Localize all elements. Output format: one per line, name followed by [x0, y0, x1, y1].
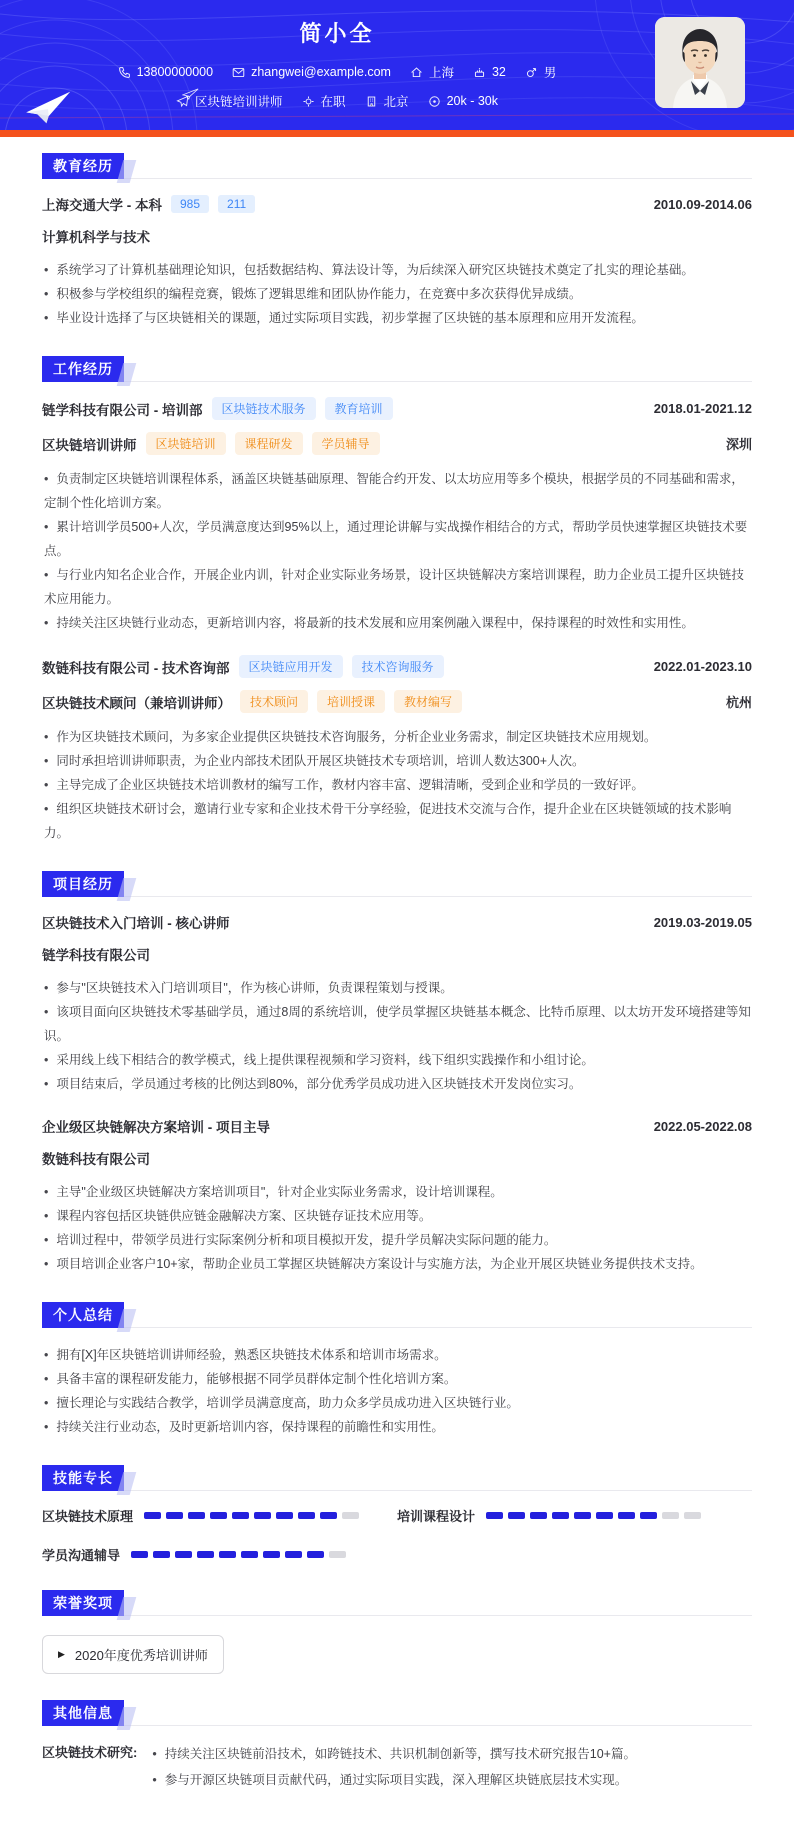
bullet: • 系统学习了计算机基础理论知识，包括数据结构、算法设计等，为后续深入研究区块链技术奠定了扎实的理论基础。	[44, 258, 752, 282]
role-name: 区块链培训讲师	[42, 437, 137, 453]
company-tag: 区块链应用开发	[239, 655, 343, 678]
summary-bullets	[42, 1343, 752, 1439]
section-summary	[42, 1302, 752, 1439]
bullet: • 持续关注区块链行业动态，更新培训内容，将最新的技术发展和应用案例融入课程中，保持课程的时效性和实用性。	[44, 611, 752, 635]
bullet: • 同时承担培训讲师职责，为企业内部技术团队开展区块链技术专项培训，培训人数达300+人次。	[44, 749, 752, 773]
resume-body	[0, 137, 794, 1829]
contact-age	[473, 65, 506, 79]
city-icon	[365, 95, 378, 108]
bullet: • 项目结束后，学员通过考核的比例达到80%，部分优秀学员成功进入区块链技术开发岗位实习。	[44, 1072, 752, 1096]
contact-salary	[428, 94, 498, 108]
bullet: • 参与"区块链技术入门培训项目"，作为核心讲师，负责课程策划与授课。	[44, 976, 752, 1000]
education-school-row	[42, 194, 752, 214]
section-skills	[42, 1465, 752, 1564]
skill-segment-filled	[508, 1512, 525, 1519]
skill-segment-filled	[153, 1551, 170, 1558]
skill-level-bar	[486, 1512, 701, 1519]
contact-email	[232, 65, 391, 79]
skill-segment-filled	[197, 1551, 214, 1558]
bullet: • 积极参与学校组织的编程竞赛，锻炼了逻辑思维和团队协作能力，在竞赛中多次获得优异成绩。	[44, 282, 752, 306]
company-tag: 教育培训	[325, 397, 393, 420]
age-icon	[473, 66, 486, 79]
work-location: 杭州	[725, 695, 752, 710]
skill-segment-empty	[662, 1512, 679, 1519]
section-title-badge: 荣誉奖项	[42, 1590, 124, 1616]
section-title-badge: 个人总结	[42, 1302, 124, 1328]
contact-row-1	[118, 63, 557, 81]
skill-segment-filled	[618, 1512, 635, 1519]
bullet: • 参与开源区块链项目贡献代码，通过实际项目实践，深入理解区块链底层技术实现。	[152, 1767, 636, 1793]
contact-gender-text: 男	[543, 66, 557, 80]
skill-segment-filled	[486, 1512, 503, 1519]
bullet: • 主导完成了企业区块链技术培训教材的编写工作，教材内容丰富、逻辑清晰，受到企业和学员的一致好评。	[44, 773, 752, 797]
other-info-row	[42, 1741, 752, 1793]
email-icon	[232, 66, 245, 79]
company-tag: 技术咨询服务	[352, 655, 444, 678]
section-header	[42, 871, 752, 897]
bullet: • 与行业内知名企业合作，开展企业内训，针对企业实际业务场景，设计区块链解决方案培训课程，助力企业员工提升区块链技术应用能力。	[44, 563, 752, 611]
project-company: 链学科技有限公司	[42, 948, 150, 963]
bullet: • 采用线上线下相结合的教学模式，线上提供课程视频和学习资料，线下组织实践操作和小组讨论。	[44, 1048, 752, 1072]
section-honors	[42, 1590, 752, 1674]
skill-level-bar	[131, 1551, 346, 1558]
phone-icon	[118, 66, 131, 79]
bullet: • 主导"企业级区块链解决方案培训项目"，针对企业实际业务需求，设计培训课程。	[44, 1180, 752, 1204]
other-info-label: 区块链技术研究:	[42, 1745, 138, 1760]
skills-grid	[42, 1506, 752, 1564]
skill-segment-filled	[320, 1512, 337, 1519]
project-company-row	[42, 1148, 752, 1168]
section-title-badge: 教育经历	[42, 153, 124, 179]
bullet: • 培训过程中，带领学员进行实际案例分析和项目模拟开发，提升学员解决实际问题的能力。	[44, 1228, 752, 1252]
skill-segment-filled	[285, 1551, 302, 1558]
skill-segment-filled	[166, 1512, 183, 1519]
header-accent-bar	[0, 130, 794, 137]
work-date: 2022.01-2023.10	[653, 659, 752, 674]
project-entry-1	[42, 912, 752, 1096]
skill-level-bar	[144, 1512, 359, 1519]
skill-name: 区块链技术原理	[42, 1509, 134, 1524]
skill-name: 培训课程设计	[397, 1509, 476, 1524]
work-location: 深圳	[725, 437, 752, 452]
skill-segment-filled	[307, 1551, 324, 1558]
skill-segment-filled	[232, 1512, 249, 1519]
contact-email-text: zhangwei@example.com	[251, 65, 391, 79]
role-row	[42, 432, 752, 455]
section-title-badge: 项目经历	[42, 871, 124, 897]
contact-city-text: 北京	[383, 95, 409, 109]
skill-segment-filled	[552, 1512, 569, 1519]
contact-city	[365, 92, 409, 110]
education-major-row	[42, 226, 752, 246]
bullet: • 毕业设计选择了与区块链相关的课题，通过实际项目实践，初步掌握了区块链的基本原理和应用开发流程。	[44, 306, 752, 330]
section-title-badge: 工作经历	[42, 356, 124, 382]
contact-position	[176, 92, 283, 110]
award-chip[interactable]	[42, 1635, 224, 1674]
skill-segment-filled	[131, 1551, 148, 1558]
contact-location-text: 上海	[428, 66, 454, 80]
skill-segment-filled	[210, 1512, 227, 1519]
skill-segment-empty	[684, 1512, 701, 1519]
contact-salary-text: 20k - 30k	[446, 94, 498, 108]
bullet: • 组织区块链技术研讨会，邀请行业专家和企业技术骨干分享经验，促进技术交流与合作，提升企业在区块链领域的技术影响力。	[44, 797, 752, 845]
section-header	[42, 1590, 752, 1616]
work-bullets	[42, 725, 752, 845]
project-company: 数链科技有限公司	[42, 1152, 150, 1167]
project-name: 企业级区块链解决方案培训 - 项目主导	[42, 1120, 270, 1135]
skill-segment-filled	[188, 1512, 205, 1519]
bullet: • 项目培训企业客户10+家，帮助企业员工掌握区块链解决方案设计与实施方法，为企业开展区块链业务提供技术支持。	[44, 1252, 752, 1276]
section-work	[42, 356, 752, 845]
company-tag: 区块链技术服务	[212, 397, 316, 420]
bullet: • 累计培训学员500+人次，学员满意度达到95%以上，通过理论讲解与实战操作相结合的方式，帮助学员快速掌握区块链技术要点。	[44, 515, 752, 563]
role-tag: 学员辅导	[312, 432, 380, 455]
role-tag: 区块链培训	[146, 432, 226, 455]
contact-row-2	[176, 92, 498, 110]
work-date: 2018.01-2021.12	[653, 401, 752, 416]
project-title-row	[42, 912, 752, 932]
section-other	[42, 1700, 752, 1793]
skill-segment-filled	[263, 1551, 280, 1558]
section-header	[42, 153, 752, 179]
gender-icon	[525, 66, 538, 79]
contact-status-text: 在职	[320, 95, 346, 109]
role-tag: 教材编写	[394, 690, 462, 713]
skill-segment-filled	[574, 1512, 591, 1519]
bullet: • 作为区块链技术顾问，为多家企业提供区块链技术咨询服务，分析企业业务需求，制定区块链技术应用规划。	[44, 725, 752, 749]
bullet: • 拥有[X]年区块链培训讲师经验，熟悉区块链技术体系和培训市场需求。	[44, 1343, 752, 1367]
other-bullets	[150, 1741, 636, 1793]
project-name: 区块链技术入门培训 - 核心讲师	[42, 916, 230, 931]
school-name: 上海交通大学 - 本科	[42, 198, 162, 213]
role-tag: 技术顾问	[240, 690, 308, 713]
school-badge-211: 211	[218, 195, 255, 213]
skill-segment-filled	[254, 1512, 271, 1519]
profile-photo	[655, 17, 745, 108]
work-entry-1	[42, 397, 752, 635]
project-bullets	[42, 1180, 752, 1276]
contact-location	[410, 63, 454, 81]
project-company-row	[42, 944, 752, 964]
status-icon	[302, 95, 315, 108]
bullet: • 持续关注行业动态，及时更新培训内容，保持课程的前瞻性和实用性。	[44, 1415, 752, 1439]
candidate-name: 简小全	[299, 21, 375, 46]
bullet: • 擅长理论与实践结合教学，培训学员满意度高，助力众多学员成功进入区块链行业。	[44, 1391, 752, 1415]
section-education	[42, 153, 752, 330]
role-tag: 培训授课	[317, 690, 385, 713]
education-date: 2010.09-2014.06	[653, 196, 752, 212]
contact-phone-text: 13800000000	[136, 65, 214, 79]
salary-icon	[428, 95, 441, 108]
project-bullets	[42, 976, 752, 1096]
major-name: 计算机科学与技术	[42, 230, 150, 245]
section-header	[42, 1465, 752, 1491]
work-bullets	[42, 467, 752, 635]
contact-gender	[525, 63, 557, 81]
skill-segment-filled	[144, 1512, 161, 1519]
section-header	[42, 1302, 752, 1328]
company-name: 数链科技有限公司 - 技术咨询部	[42, 660, 230, 676]
role-name: 区块链技术顾问（兼培训讲师）	[42, 695, 231, 711]
education-bullets	[42, 258, 752, 330]
skill-segment-filled	[596, 1512, 613, 1519]
bullet: • 持续关注区块链前沿技术，如跨链技术、共识机制创新等，撰写技术研究报告10+篇。	[152, 1741, 636, 1767]
skill-segment-empty	[329, 1551, 346, 1558]
skill-item	[42, 1545, 397, 1564]
profile-photo-image	[655, 17, 745, 108]
section-projects	[42, 871, 752, 1276]
bullet: • 课程内容包括区块链供应链金融解决方案、区块链存证技术应用等。	[44, 1204, 752, 1228]
position-icon	[176, 95, 189, 108]
skill-segment-empty	[342, 1512, 359, 1519]
school-badge-985: 985	[171, 195, 209, 213]
project-date: 2022.05-2022.08	[653, 1118, 752, 1134]
contact-position-text: 区块链培训讲师	[195, 95, 283, 109]
section-title-badge: 技能专长	[42, 1465, 124, 1491]
skill-segment-filled	[219, 1551, 236, 1558]
skill-item	[397, 1506, 752, 1525]
bullet: • 负责制定区块链培训课程体系，涵盖区块链基础原理、智能合约开发、以太坊应用等多个模块，根据学员的不同基础和需求，定制个性化培训方案。	[44, 467, 752, 515]
project-entry-2	[42, 1116, 752, 1276]
skill-segment-filled	[640, 1512, 657, 1519]
section-header	[42, 356, 752, 382]
skill-segment-filled	[276, 1512, 293, 1519]
skill-item	[42, 1506, 397, 1525]
contact-status	[302, 92, 346, 110]
skill-segment-filled	[530, 1512, 547, 1519]
company-row	[42, 397, 752, 420]
skill-segment-filled	[175, 1551, 192, 1558]
project-title-row	[42, 1116, 752, 1136]
expand-triangle-icon: ▶	[58, 1649, 65, 1659]
bullet: • 该项目面向区块链技术零基础学员，通过8周的系统培训，使学员掌握区块链基本概念、比特币原理、以太坊开发环境搭建等知识。	[44, 1000, 752, 1048]
section-title-badge: 其他信息	[42, 1700, 124, 1726]
bullet: • 具备丰富的课程研发能力，能够根据不同学员群体定制个性化培训方案。	[44, 1367, 752, 1391]
company-row	[42, 655, 752, 678]
project-date: 2019.03-2019.05	[653, 914, 752, 930]
resume-header	[0, 0, 794, 130]
role-tag: 课程研发	[235, 432, 303, 455]
work-entry-2	[42, 655, 752, 845]
contact-phone	[118, 65, 213, 79]
skill-segment-filled	[241, 1551, 258, 1558]
section-header	[42, 1700, 752, 1726]
skill-name: 学员沟通辅导	[42, 1548, 121, 1563]
award-text: 2020年度优秀培训讲师	[74, 1648, 208, 1663]
home-icon	[410, 66, 423, 79]
skill-segment-filled	[298, 1512, 315, 1519]
company-name: 链学科技有限公司 - 培训部	[42, 402, 203, 418]
role-row	[42, 690, 752, 713]
contact-age-text: 32	[491, 65, 506, 79]
